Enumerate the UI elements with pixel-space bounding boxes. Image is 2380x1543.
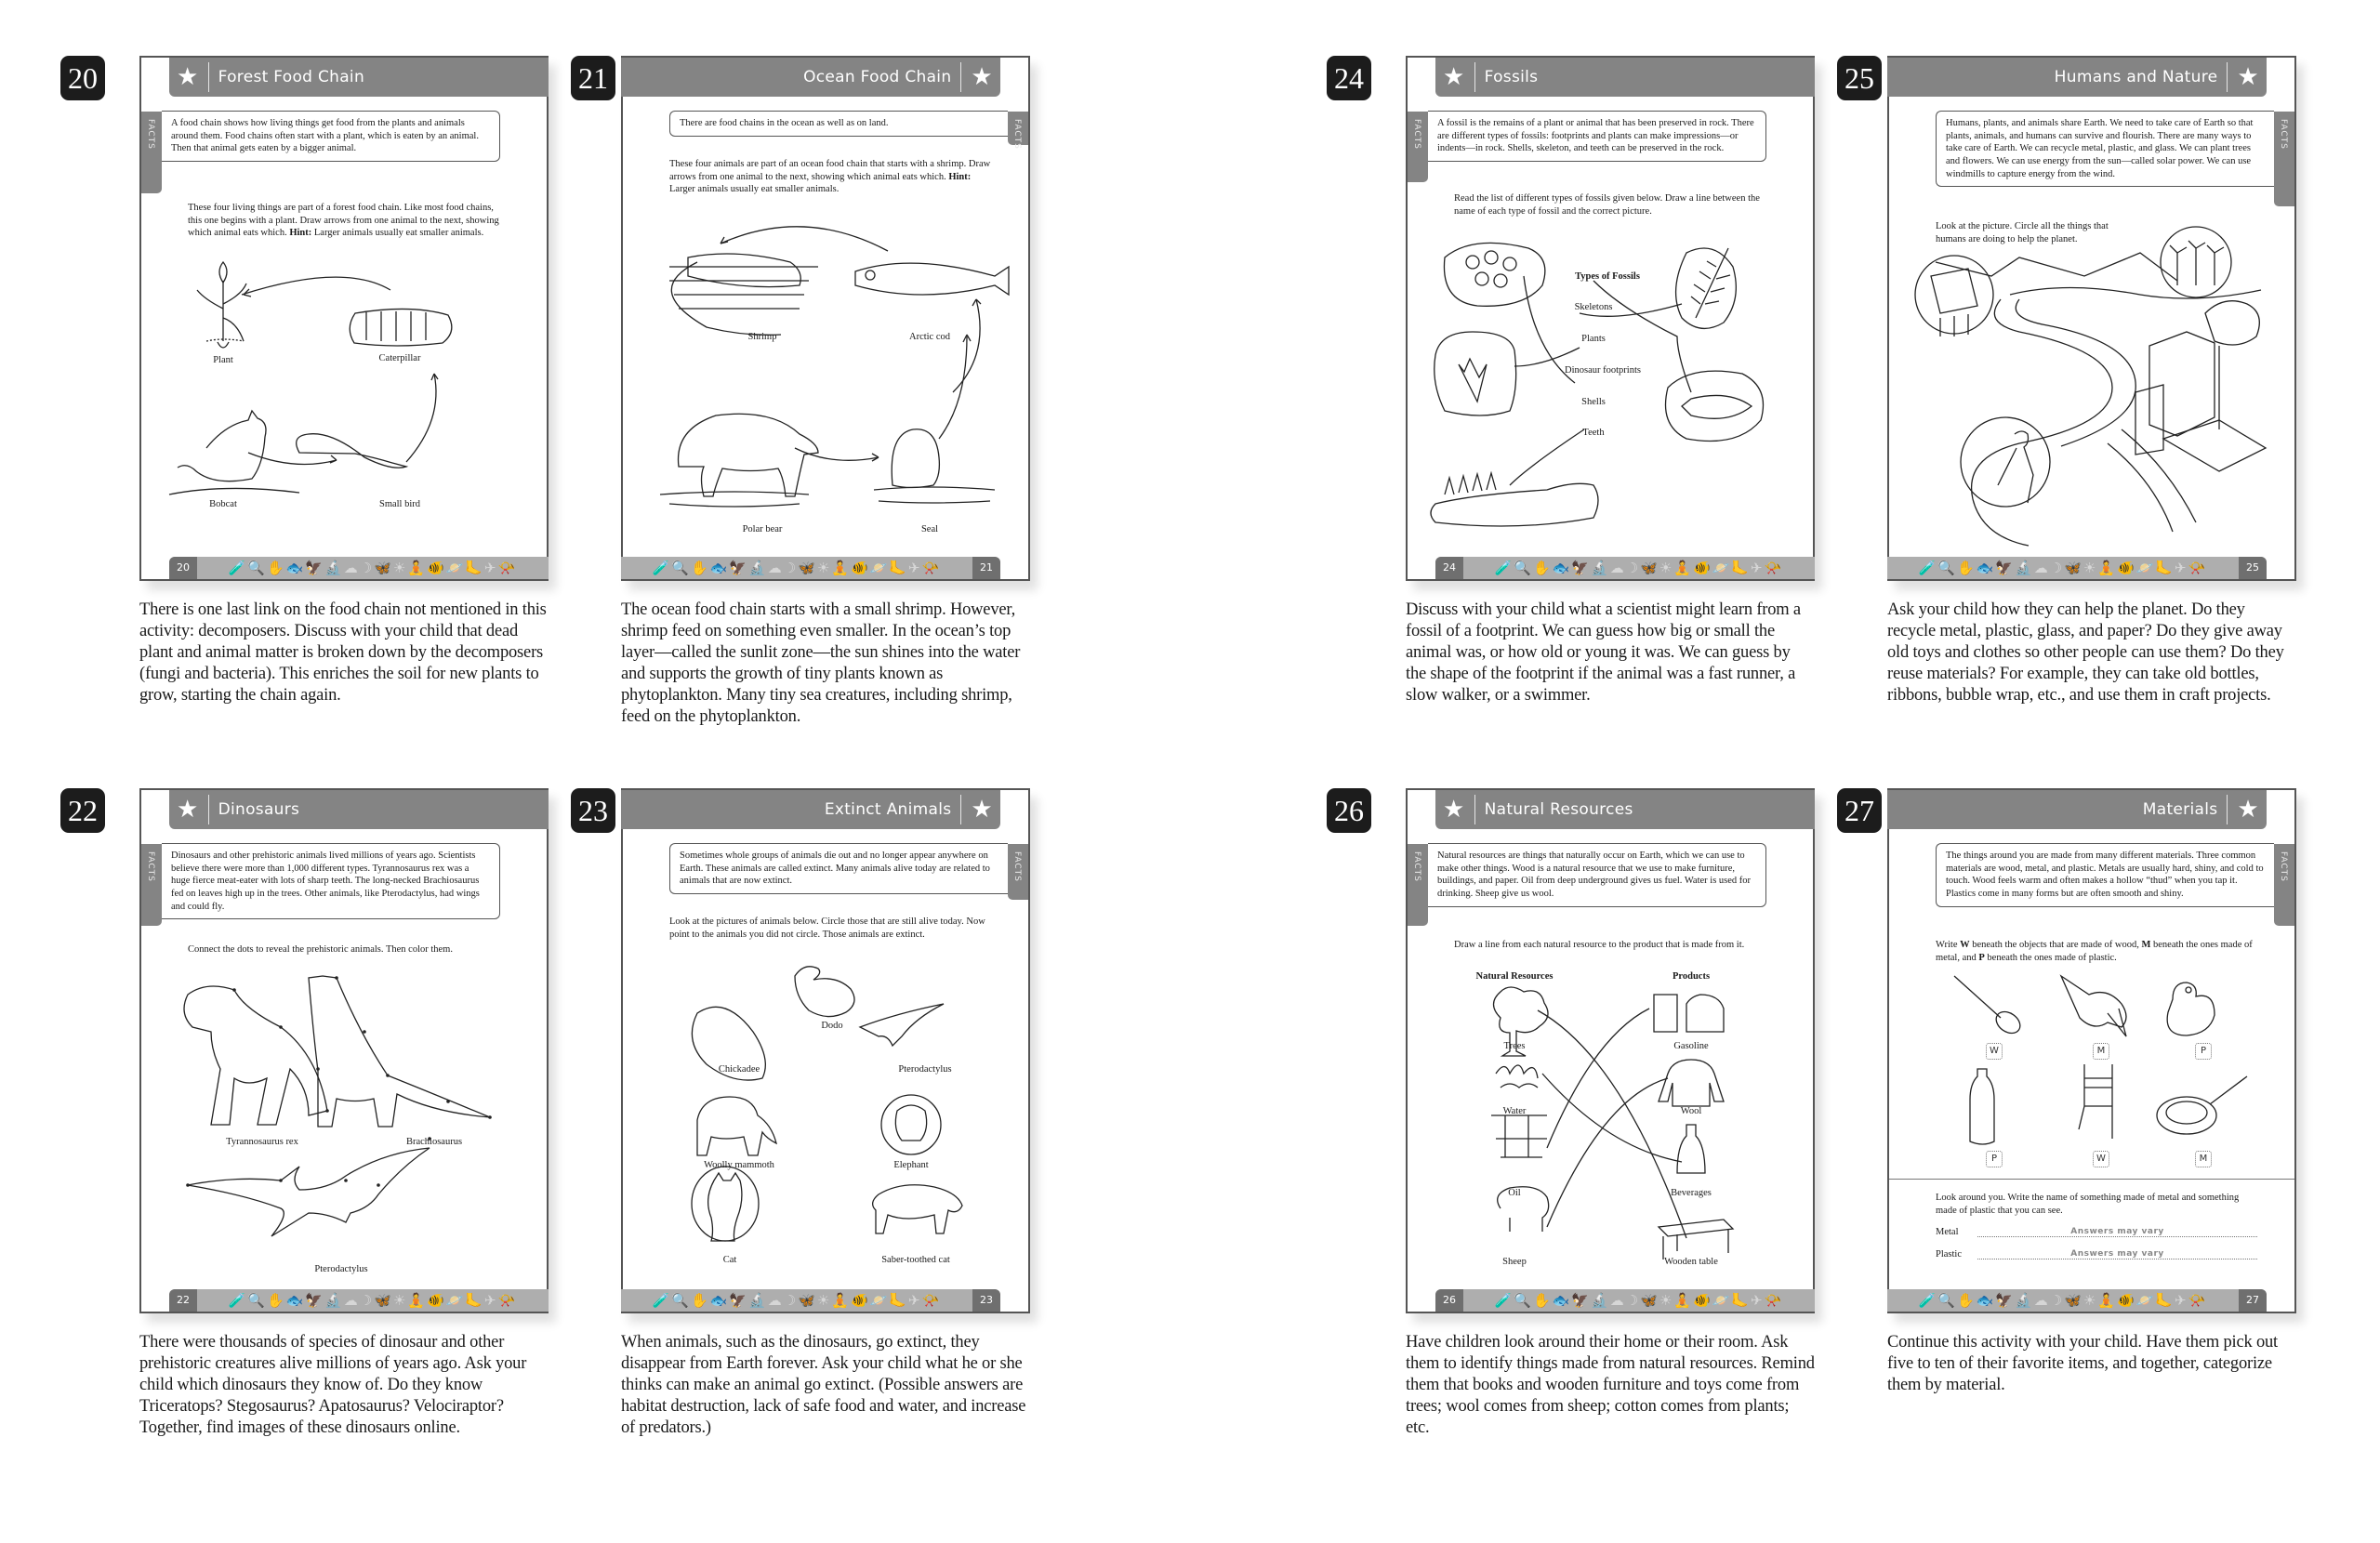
footer-icon-strip: 🧪🔍✋🐟🦅🔬☁☽🦋☀🧘🐠🪐🦶✈📯: [228, 1292, 518, 1309]
page-header: [169, 58, 549, 97]
label-brachiosaurus: Brachiosaurus: [405, 1137, 463, 1147]
page-header: [621, 58, 1000, 97]
star-icon: ★: [177, 63, 199, 91]
facts-box: A fossil is the remains of a plant or animal that has been preserved in rock. There are different types of fossils: footprints and plants can make impressions—or indents—in rock. Shells, skeleton, and teeth can be preserved in the rock.: [1428, 111, 1766, 162]
label-dodo: Dodo: [821, 1021, 843, 1031]
header-divider: [2227, 62, 2228, 92]
resources-matching-illustration: [1417, 971, 1804, 1283]
page-footer: [621, 1289, 1000, 1312]
page-number-badge: 21: [571, 56, 615, 100]
facts-tab: FACTS: [1008, 844, 1028, 900]
fossils-matching-illustration: [1417, 234, 1804, 550]
label-wooden-table: Wooden table: [1664, 1257, 1718, 1267]
page-footer: [169, 557, 549, 579]
page-header: [169, 790, 549, 829]
page-title: Materials: [2142, 800, 2218, 819]
label-plants: Plants: [1581, 334, 1606, 344]
page-number-badge: 23: [571, 788, 615, 833]
facts-box: There are food chains in the ocean as well as on land.: [669, 111, 1008, 137]
page-title: Natural Resources: [1484, 800, 1633, 819]
page-footer: [1435, 1289, 1815, 1312]
facts-tab: FACTS: [141, 112, 162, 193]
facts-tab: FACTS: [1008, 112, 1028, 145]
worksheet-page-27: [1887, 788, 2296, 1313]
column-header-natural-resources: Natural Resources: [1475, 971, 1554, 982]
facts-tab: FACTS: [2274, 844, 2294, 926]
header-divider: [208, 795, 209, 824]
label-shrimp: Shrimp: [747, 332, 777, 342]
label-caterpillar: Caterpillar: [378, 353, 421, 363]
footer-icon-strip: 🧪🔍✋🐟🦅🔬☁☽🦋☀🧘🐠🪐🦶✈📯: [228, 560, 518, 576]
facts-box: A food chain shows how living things get food from the plants and animals around them. Food chains often start with a plant, which is eaten by an animal. Then that animal gets eaten by a bigger animal.: [162, 111, 500, 162]
landscape-drawing: [1898, 244, 2289, 550]
label-shells: Shells: [1581, 397, 1606, 407]
answer-box-frying-pan[interactable]: M: [2195, 1151, 2212, 1167]
label-cat: Cat: [722, 1255, 737, 1265]
page-header: [1435, 58, 1815, 97]
instructions: Look at the picture. Circle all the things that humans are doing to help the planet.: [1936, 221, 2109, 244]
worksheet-page-22: [139, 788, 549, 1313]
star-icon: ★: [177, 796, 199, 824]
footer-page-number: 21: [972, 557, 1000, 579]
parent-tip-caption: Discuss with your child what a scientist might learn from a fossil of a footprint. We can guess how big or small the animal was, or how old or young it was. We can guess by the shape of the footprint if the animal was a fast runner, a slow walker, or a swimmer.: [1406, 600, 1801, 705]
footer-icon-strip: 🧪🔍✋🐟🦅🔬☁☽🦋☀🧘🐠🪐🦶✈📯: [652, 1292, 942, 1309]
plastic-answer-field[interactable]: Answers may vary: [1977, 1249, 2257, 1259]
label-pterodactylus: Pterodactylus: [898, 1064, 952, 1075]
page-footer: [1435, 557, 1815, 579]
header-divider: [1474, 795, 1475, 824]
column-header-products: Products: [1672, 971, 1711, 982]
footer-page-number: 20: [169, 557, 197, 579]
footer-icon-strip: 🧪🔍✋🐟🦅🔬☁☽🦋☀🧘🐠🪐🦶✈📯: [1918, 560, 2208, 576]
parent-tip-caption: Ask your child how they can help the planet. Do they recycle metal, plastic, glass, and paper? Do they give away old toys and clothes so other people can use them? Do they reuse materials? For example, they can take old bottles, ribbons, bubble wrap, etc., and use them in craft projects.: [1887, 600, 2284, 705]
parent-tip-caption: Have children look around their home or their room. Ask them to identify things made from natural resources. Remind them that books and wooden furniture and toys come from trees; wool comes from sheep; cotton comes from plants; etc.: [1406, 1333, 1815, 1437]
cell-page-21: [578, 56, 1104, 728]
star-icon: ★: [971, 63, 993, 91]
cell-page-24: [1334, 56, 1889, 706]
metal-answer-field[interactable]: Answers may vary: [1977, 1227, 2257, 1237]
parent-tip-caption: There is one last link on the food chain not mentioned in this activity: decomposers. Discuss with your child that dead plant and animal matter is broken down by the decomposers (fungi and bacteria). This enriches the soil for new plants to grow, starting the chain again.: [139, 600, 547, 705]
cell-page-20: [68, 56, 623, 706]
parent-tip-caption: When animals, such as the dinosaurs, go extinct, they disappear from Earth forever. Ask your child what he or she thinks can make an animal go extinct. (Possible answers are habitat destruction, lack of safe food and water, and increase of predators.): [621, 1333, 1026, 1437]
facts-box: Humans, plants, and animals share Earth. We need to take care of Earth so that plants, animals, and humans can survive and flourish. There are many ways to take care of Earth. We can recycle metal, plastic, and glass. We can plant trees and flowers. We can use energy from the sun—called solar power. We can use windmills to capture energy from the wind.: [1936, 111, 2274, 187]
star-icon: ★: [1443, 796, 1465, 824]
page-header: [1887, 790, 2267, 829]
ocean-food-chain-illustration: [632, 225, 1019, 550]
page-footer: [169, 1289, 549, 1312]
answer-box-bottle[interactable]: P: [1986, 1151, 2003, 1167]
facts-tab: FACTS: [141, 844, 162, 926]
label-elephant: Elephant: [893, 1160, 929, 1170]
facts-box: Natural resources are things that naturally occur on Earth, which we can use to make other things. Wood is a natural resource that we use to make furniture, buildings, and paper. Oil from deep underground gives us fuel. Water is used for drinking. Sheep give us wool.: [1428, 843, 1766, 907]
label-water: Water: [1502, 1106, 1527, 1116]
metal-label: Metal: [1936, 1227, 1959, 1237]
page-title: Ocean Food Chain: [803, 68, 952, 86]
instructions: Draw a line from each natural resource to the product that is made from it.: [1454, 940, 1745, 950]
footer-page-number: 27: [2239, 1289, 2267, 1312]
resources-drawing: [1417, 971, 1807, 1283]
label-skeletons: Skeletons: [1574, 302, 1613, 312]
page-header: [1435, 790, 1815, 829]
label-dinosaur-footprints: Dinosaur footprints: [1565, 365, 1641, 376]
label-tyrannosaurus-rex: Tyrannosaurus rex: [226, 1137, 298, 1147]
humans-and-nature-illustration: [1898, 244, 2285, 550]
page-number-badge: 22: [60, 788, 105, 833]
header-divider: [208, 62, 209, 92]
page-number-badge: 24: [1327, 56, 1371, 100]
cell-page-26: [1334, 788, 1889, 1439]
extinct-animals-drawing: [632, 957, 1023, 1283]
header-divider: [960, 62, 961, 92]
page-number-badge: 26: [1327, 788, 1371, 833]
fossils-drawing: [1417, 234, 1807, 550]
parent-tip-caption: The ocean food chain starts with a small shrimp. However, shrimp feed on something even smaller. In the ocean’s top layer—called the sunlit zone—the sun shines into the water and supports the growth of tiny plants known as phytoplankton. Many tiny sea creatures, including shrimp, feed on the phytoplankton.: [621, 600, 1021, 726]
star-icon: ★: [1443, 63, 1465, 91]
facts-tab: FACTS: [1408, 112, 1428, 182]
star-icon: ★: [971, 796, 993, 824]
header-divider: [2227, 795, 2228, 824]
page-title: Dinosaurs: [218, 800, 300, 819]
label-seal: Seal: [920, 524, 939, 534]
answer-box-rubber-duck[interactable]: P: [2195, 1043, 2212, 1060]
page-title: Humans and Nature: [2054, 68, 2218, 86]
worksheet-page-26: [1406, 788, 1815, 1313]
answer-box-trumpet[interactable]: M: [2093, 1043, 2109, 1060]
footer-icon-strip: 🧪🔍✋🐟🦅🔬☁☽🦋☀🧘🐠🪐🦶✈📯: [652, 560, 942, 576]
instructions: These four animals are part of an ocean food chain that starts with a shrimp. Draw arrows from one animal to the next, showing which animal eats which. Hint: Larger animals usually eat smaller animals.: [669, 159, 991, 195]
instructions: Write W beneath the objects that are made of wood, M beneath the ones made of metal, and P beneath the ones made of plastic.: [1936, 940, 2253, 963]
label-teeth: Teeth: [1582, 428, 1605, 438]
ocean-food-chain-drawing: [632, 225, 1023, 532]
food-chain-illustration: [151, 253, 537, 550]
worksheet-page-20: [139, 56, 549, 581]
fossils-list-title: Types of Fossils: [1575, 271, 1640, 282]
label-woolly-mammoth: Woolly mammoth: [704, 1160, 774, 1170]
facts-tab: FACTS: [1408, 844, 1428, 926]
label-chickadee: Chickadee: [718, 1064, 760, 1075]
worksheet-page-25: [1887, 56, 2296, 581]
star-icon: ★: [2237, 63, 2259, 91]
facts-tab: FACTS: [2274, 112, 2294, 206]
page-footer: [1887, 1289, 2267, 1312]
dinosaur-drawing: [151, 967, 541, 1283]
bottom-instructions: Look around you. Write the name of something made of metal and something made of plastic that you can see.: [1936, 1193, 2240, 1216]
page-number-badge: 25: [1837, 56, 1882, 100]
page-number-badge: 27: [1837, 788, 1882, 833]
label-sheep: Sheep: [1502, 1257, 1527, 1267]
footer-page-number: 26: [1435, 1289, 1463, 1312]
materials-drawing: [1898, 967, 2289, 1153]
footer-icon-strip: 🧪🔍✋🐟🦅🔬☁☽🦋☀🧘🐠🪐🦶✈📯: [1494, 1292, 1784, 1309]
label-trees: Trees: [1503, 1041, 1526, 1051]
label-gasoline: Gasoline: [1673, 1041, 1709, 1051]
page-footer: [1887, 557, 2267, 579]
materials-illustration: [1898, 967, 2285, 1164]
parent-tip-caption: There were thousands of species of dinosaur and other prehistoric creatures alive millions of years ago. Ask your child which dinosaurs they know of. Do they know Triceratops? Stegosaurus? Apatosaurus? Velociraptor? Together, find images of these dinosaurs online.: [139, 1333, 527, 1437]
footer-page-number: 23: [972, 1289, 1000, 1312]
instructions: Look at the pictures of animals below. Circle those that are still alive today. Now point to the animals you did not circle. Those animals are extinct.: [669, 917, 985, 940]
footer-page-number: 24: [1435, 557, 1463, 579]
page-title: Extinct Animals: [824, 800, 952, 819]
worksheet-page-23: [621, 788, 1030, 1313]
section-divider: [1889, 1179, 2294, 1180]
label-arctic-cod: Arctic cod: [908, 332, 951, 342]
instructions: Connect the dots to reveal the prehistoric animals. Then color them.: [188, 944, 453, 955]
page-footer: [621, 557, 1000, 579]
cell-page-23: [578, 788, 1104, 1439]
label-polar-bear: Polar bear: [742, 524, 783, 534]
page-header: [621, 790, 1000, 829]
extinct-animals-illustration: [632, 957, 1019, 1283]
metal-answer-row: [1936, 1227, 2257, 1237]
answer-box-spoon[interactable]: W: [1986, 1043, 2003, 1060]
worksheet-page-24: [1406, 56, 1815, 581]
header-divider: [960, 795, 961, 824]
cell-page-27: [1844, 788, 2371, 1396]
label-plant: Plant: [213, 355, 233, 365]
footer-page-number: 22: [169, 1289, 197, 1312]
label-beverages: Beverages: [1671, 1188, 1712, 1198]
facts-box: Sometimes whole groups of animals die out and no longer appear anywhere on Earth. These animals are called extinct. Many animals alive today are related to animals that are now extinct.: [669, 843, 1008, 894]
cell-page-22: [68, 788, 623, 1439]
footer-icon-strip: 🧪🔍✋🐟🦅🔬☁☽🦋☀🧘🐠🪐🦶✈📯: [1918, 1292, 2208, 1309]
instructions: These four living things are part of a forest food chain. Like most food chains, this one begins with a plant. Draw arrows from one animal to the next, showing which animal eats which. Hint: Larger animals usually eat smaller animals.: [188, 203, 499, 239]
plastic-answer-row: [1936, 1249, 2257, 1259]
label-oil: Oil: [1508, 1188, 1521, 1198]
star-icon: ★: [2237, 796, 2259, 824]
plastic-label: Plastic: [1936, 1249, 1962, 1259]
label-pterodactylus: Pterodactylus: [314, 1264, 368, 1274]
answer-box-chair[interactable]: W: [2093, 1151, 2109, 1167]
cell-page-25: [1844, 56, 2371, 706]
label-wool: Wool: [1680, 1106, 1702, 1116]
footer-icon-strip: 🧪🔍✋🐟🦅🔬☁☽🦋☀🧘🐠🪐🦶✈📯: [1494, 560, 1784, 576]
page-number-badge: 20: [60, 56, 105, 100]
label-small-bird: Small bird: [378, 499, 421, 509]
facts-box: The things around you are made from many different materials. Three common materials are wood, metal, and plastic. Metals are usually hard, shiny, and cold to touch. Wood feels warm and often makes a hollow “thud” when you tap it. Plastics come in many forms but are often smooth and shiny.: [1936, 843, 2274, 907]
dinosaur-dot-to-dot: [151, 967, 537, 1283]
page-title: Forest Food Chain: [218, 68, 365, 86]
page-title: Fossils: [1484, 68, 1539, 86]
facts-box: Dinosaurs and other prehistoric animals lived millions of years ago. Scientists believe there were more than 1,000 different types. Tyrannosaurus rex was a huge fierce meat-eater with lots of sharp teeth. The long-necked Brachiosaurus fed on leaves high up in the trees. Other animals, like Pterodactylus, had wings and could fly.: [162, 843, 500, 919]
footer-page-number: 25: [2239, 557, 2267, 579]
instructions: Read the list of different types of fossils given below. Draw a line between the name of each type of fossil and the correct picture.: [1454, 193, 1760, 217]
worksheet-page-21: [621, 56, 1030, 581]
label-saber-toothed-cat: Saber-toothed cat: [881, 1255, 950, 1265]
parent-tip-caption: Continue this activity with your child. Have them pick out five to ten of their favorite items, and together, categorize them by material.: [1887, 1333, 2278, 1394]
header-divider: [1474, 62, 1475, 92]
label-bobcat: Bobcat: [209, 499, 237, 509]
page-header: [1887, 58, 2267, 97]
